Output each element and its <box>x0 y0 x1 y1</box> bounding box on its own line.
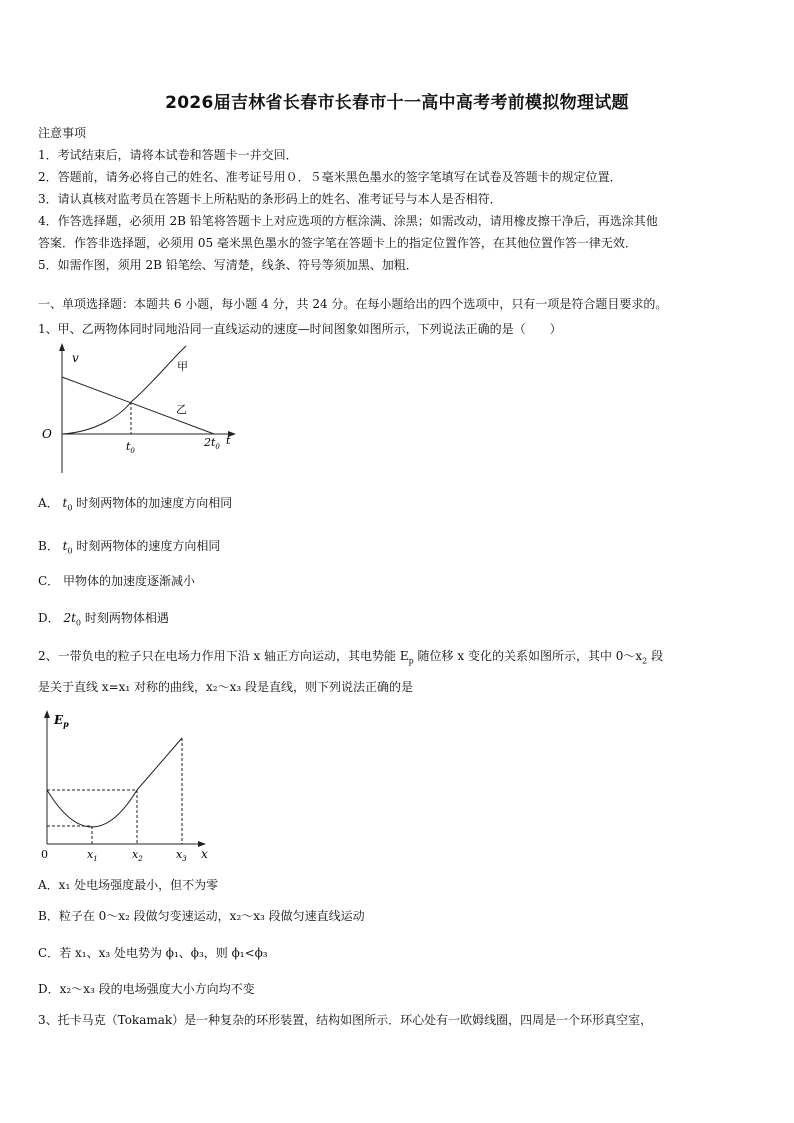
q1-vt-graph <box>36 340 256 475</box>
q2-ep-axis-arrow <box>44 710 50 718</box>
q1-v-label: v <box>72 351 79 365</box>
q1-curve-jia <box>62 346 186 434</box>
q2-origin-label: 0 <box>41 848 48 861</box>
q1-v-axis-arrow <box>59 343 65 351</box>
q2-stem-line2: 是关于直线 x=x₁ 对称的曲线，x₂～x₃ 段是直线，则下列说法正确的是 <box>38 680 414 694</box>
q2-option-a[interactable]: A．x₁ 处电场强度最小，但不为零 <box>38 878 219 892</box>
q2-x2-label: $x_2$ <box>132 848 143 863</box>
q1-jia-label: 甲 <box>177 360 188 373</box>
q1-option-a[interactable]: A． $t_0$ 时刻两物体的加速度方向相同 <box>38 496 233 513</box>
notice-item-2: 2．答题前，请务必将自己的姓名、准考证号用０．５毫米黑色墨水的签字笔填写在试卷及答题卡的规定位置． <box>38 170 622 184</box>
q2-stem-line1: 2、一带负电的粒子只在电场力作用下沿 x 轴正方向运动，其电势能 $E_p$ 随位移 x 变化的关系如图所示，其中 $0\sim x_2$ 段 <box>38 649 664 666</box>
notice-item-5: 5．如需作图，须用 2B 铅笔绘、写清楚，线条、符号等须加黑、加粗． <box>38 258 418 272</box>
q2-option-b[interactable]: B．粒子在 0～x₂ 段做匀变速运动，x₂～x₃ 段做匀速直线运动 <box>38 909 365 923</box>
q1-option-b[interactable]: B． $t_0$ 时刻两物体的速度方向相同 <box>38 539 221 556</box>
notice-item-3: 3．请认真核对监考员在答题卡上所粘贴的条形码上的姓名、准考证号与本人是否相符． <box>38 192 502 206</box>
q2-option-d[interactable]: D．x₂～x₃ 段的电场强度大小方向均不变 <box>38 982 255 996</box>
q1-option-d[interactable]: D． $2t_0$ 时刻两物体相遇 <box>38 611 169 628</box>
q2-option-c[interactable]: C．若 x₁、x₃ 处电势为 ϕ₁、ϕ₃，则 ϕ₁<ϕ₃ <box>38 946 268 960</box>
q2-curve <box>47 790 137 827</box>
q1-t0-label: $t_0$ <box>126 440 135 455</box>
q1-t-label: t <box>226 434 231 447</box>
q1-origin-label: O <box>42 427 52 441</box>
q1-2t0-label: $2t_0$ <box>204 436 220 451</box>
notice-item-4-continued: 答案．作答非选择题，必须用 05 毫米黑色墨水的签字笔在答题卡上的指定位置作答，在其他位置作答一律无效． <box>38 236 637 250</box>
q1-stem: 1、甲、乙两物体同时同地沿同一直线运动的速度—时间图象如图所示，下列说法正确的是（ ） <box>38 322 562 336</box>
notice-item-4: 4．作答选择题，必须用 2B 铅笔将答题卡上对应选项的方框涂满、涂黑；如需改动，请用橡皮擦干净后，再选涂其他 <box>38 214 658 228</box>
q2-straight-segment <box>137 738 182 790</box>
exam-title: 2026届吉林省长春市长春市十一高中高考考前模拟物理试题 <box>165 93 629 113</box>
q1-option-c[interactable]: C． 甲物体的加速度逐渐减小 <box>38 574 196 588</box>
q2-ep-label: $E_p$ <box>54 713 69 729</box>
q2-x3-label: $x_3$ <box>176 848 187 863</box>
q2-ep-graph <box>36 704 226 864</box>
q1-yi-label: 乙 <box>176 403 187 416</box>
notice-item-1: 1．考试结束后，请将本试卷和答题卡一并交回． <box>38 148 298 162</box>
q2-x1-label: $x_1$ <box>87 848 98 863</box>
q2-x-label: x <box>201 847 208 861</box>
notice-heading: 注意事项 <box>38 126 87 140</box>
q1-line-yi <box>62 377 214 434</box>
q3-stem: 3、托卡马克（Tokamak）是一种复杂的环形装置，结构如图所示．环心处有一欧姆线圈，四周是一个环形真空室， <box>38 1013 653 1027</box>
section-heading: 一、单项选择题：本题共 6 小题，每小题 4 分，共 24 分。在每小题给出的四个选项中，只有一项是符合题目要求的。 <box>38 297 668 311</box>
